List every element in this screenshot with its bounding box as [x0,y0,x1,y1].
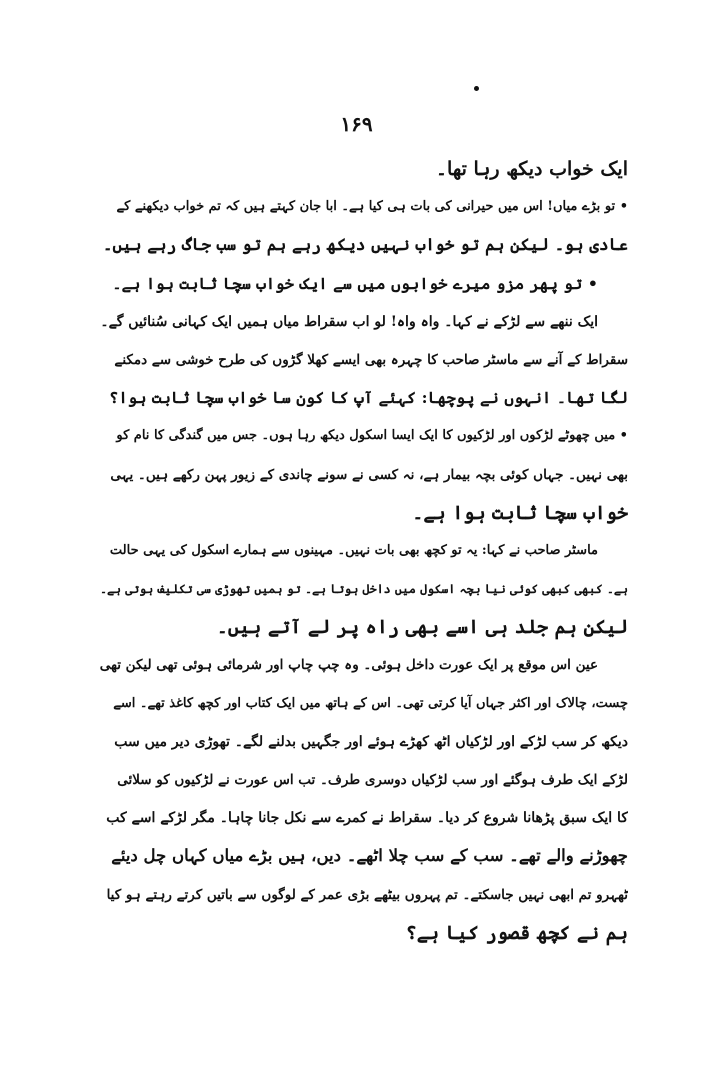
text-line: خواب سچا ثابت ہوا ہے۔ [412,501,628,524]
body-text [100,150,628,952]
text-line: • میں چھوٹے لڑکوں اور لڑکیوں کا ایک ایسا اسکول دیکھ رہا ہوں۔ جس میں گندگی کا نام کو [116,428,628,444]
ink-speck [474,86,479,91]
text-line: سقراط کے آنے سے ماسٹر صاحب کا چہرہ بھی ایسے کھلا گڑوں کی طرح خوشی سے دمکنے [114,351,628,368]
text-line: ٹھہرو تم ابھی نہیں جاسکتے۔ تم پہروں بیٹھے بڑی عمر کے لوگوں سے باتیں کرتے رہتے ہو کیا [106,886,628,903]
text-line: ایک ننھے سے لڑکے نے کہا۔ واہ واہ! لو اب سقراط میاں ہمیں ایک کہانی سُنائیں گے۔ [100,313,598,330]
text-line: بھی نہیں۔ جہاں کوئی بچہ بیمار ہے، نہ کسی نے سونے چاندی کے زیور پہن رکھے ہیں۔ یہی [110,466,628,483]
text-line: لگا تھا۔ انہوں نے پوچھا: کہئے آپ کا کون سا خواب سچا ثابت ہوا؟ [109,388,628,408]
text-line: ایک خواب دیکھ رہا تھا۔ [435,158,628,180]
text-line: دیکھ کر سب لڑکے اور لڑکیاں اٹھ کھڑے ہوئے اور جگہیں بدلنے لگے۔ تھوڑی دیر میں سب [114,733,628,750]
text-line: عادی ہو۔ لیکن ہم تو خواب نہیں دیکھ رہے ہم تو سب جاگ رہے ہیں۔ [102,235,628,255]
text-line: ماسٹر صاحب نے کہا: یہ تو کچھ بھی بات نہیں۔ مہینوں سے ہمارے اسکول کی یہی حالت [109,542,598,558]
text-line: عین اس موقع پر ایک عورت داخل ہوئی۔ وہ چپ چاپ اور شرمائی ہوئی تھی لیکن تھی [100,657,598,674]
text-line: چست، چالاک اور اکثر جہاں آیا کرتی تھی۔ اس کے ہاتھ میں ایک کتاب اور کچھ کاغذ تھے۔ اسے [113,695,628,711]
text-line: کا ایک سبق پڑھانا شروع کر دیا۔ سقراط نے کمرے سے نکل جانا چاہا۔ مگر لڑکے اسے کب [106,810,628,827]
text-line: • تو بڑے میاں! اس میں حیرانی کی بات ہی کیا ہے۔ ابا جان کہتے ہیں کہ تم خواب دیکھنے کے [116,199,628,215]
text-line: ہم نے کچھ قصور کیا ہے؟ [405,921,628,944]
page-number: ۱۶۹ [340,112,373,136]
text-line: چھوڑنے والے تھے۔ سب کے سب چلا اٹھے۔ دیں، ہیں بڑے میاں کہاں چل دیئے [111,846,628,866]
text-line: • تو پھر مزو میرے خوابوں میں سے ایک خواب سچا ثابت ہوا ہے۔ [112,273,598,293]
text-line: ہے۔ کبھی کبھی کوئی نیا بچہ اسکول میں داخل ہوتا ہے۔ تو ہمیں تھوڑی سی تکلیف ہوتی ہے۔ [100,582,628,597]
text-line: لڑکے ایک طرف ہوگئے اور سب لڑکیاں دوسری طرف۔ تب اس عورت نے لڑکیوں کو سلائی [117,772,628,788]
text-line: لیکن ہم جلد ہی اسے بھی راہ پر لے آتے ہیں۔ [216,616,628,639]
